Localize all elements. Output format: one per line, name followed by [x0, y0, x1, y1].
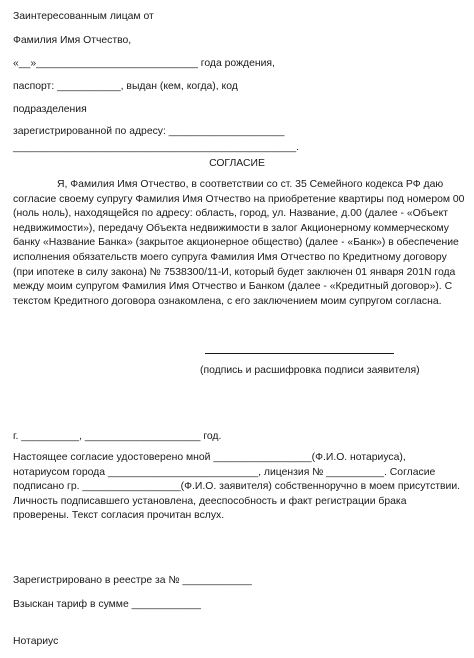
address-continuation-line: _________________________________________________.: [13, 142, 300, 153]
document-title: СОГЛАСИЕ: [209, 158, 265, 169]
registry-number-line: Зарегистрировано в реестре за № ____________: [13, 575, 252, 586]
applicant-name-line: Фамилия Имя Отчество,: [13, 35, 132, 46]
place-date-line: г. __________, ____________________ год.: [13, 431, 222, 442]
passport-line: паспорт: ___________, выдан (кем, когда), код: [13, 81, 238, 92]
birth-date-line: «__»____________________________ года рождения,: [13, 58, 275, 69]
subdivision-line: подразделения: [13, 104, 87, 115]
tariff-line: Взыскан тариф в сумме ____________: [13, 599, 201, 610]
address-line: зарегистрированной по адресу: ____________________: [13, 126, 285, 137]
notary-certification-paragraph: Настоящее согласие удостоверено мной _________________(Ф.И.О. нотариуса), нотариусом города __________________________, лицензия № __________. Согласие подписано гр. _________________(Ф.И.О. заявителя) собственноручно в моем присутствии. Личность подписавшего установлена, дееспособность и факт регистрации брака проверены. Текст согласия прочитан вслух.: [13, 452, 461, 522]
signature-line: [205, 353, 394, 354]
notary-label: Нотариус: [13, 636, 59, 647]
consent-paragraph: Я, Фамилия Имя Отчество, в соответствии со ст. 35 Семейного кодекса РФ даю согласие своему супругу Фамилия Имя Отчество на приобретение квартиры под номером 00 (ноль ноль), находящейся по адресу: область, город, ул. Название, д.00 (далее - «Объект недвижимости»), передачу Объекта недвижимости в залог Акционерному коммерческому банку «Название Банка» (закрытое акционерное общество) (далее - «Банк») в обеспечение исполнения обязательств моего супруга Фамилия Имя Отчество по Кредитному договору (при ипотеке в силу закона) № 7538300/11-И, который будет заключен 01 января 201N года между моим супругом Фамилия Имя Отчество и Банком (далее - «Кредитный договор»). С текстом Кредитного договора ознакомлена, с его заключением моим супругом согласна.: [13, 179, 465, 307]
addressee-line: Заинтересованным лицам от: [13, 11, 154, 22]
signature-caption: (подпись и расшифровка подписи заявителя): [200, 365, 420, 376]
